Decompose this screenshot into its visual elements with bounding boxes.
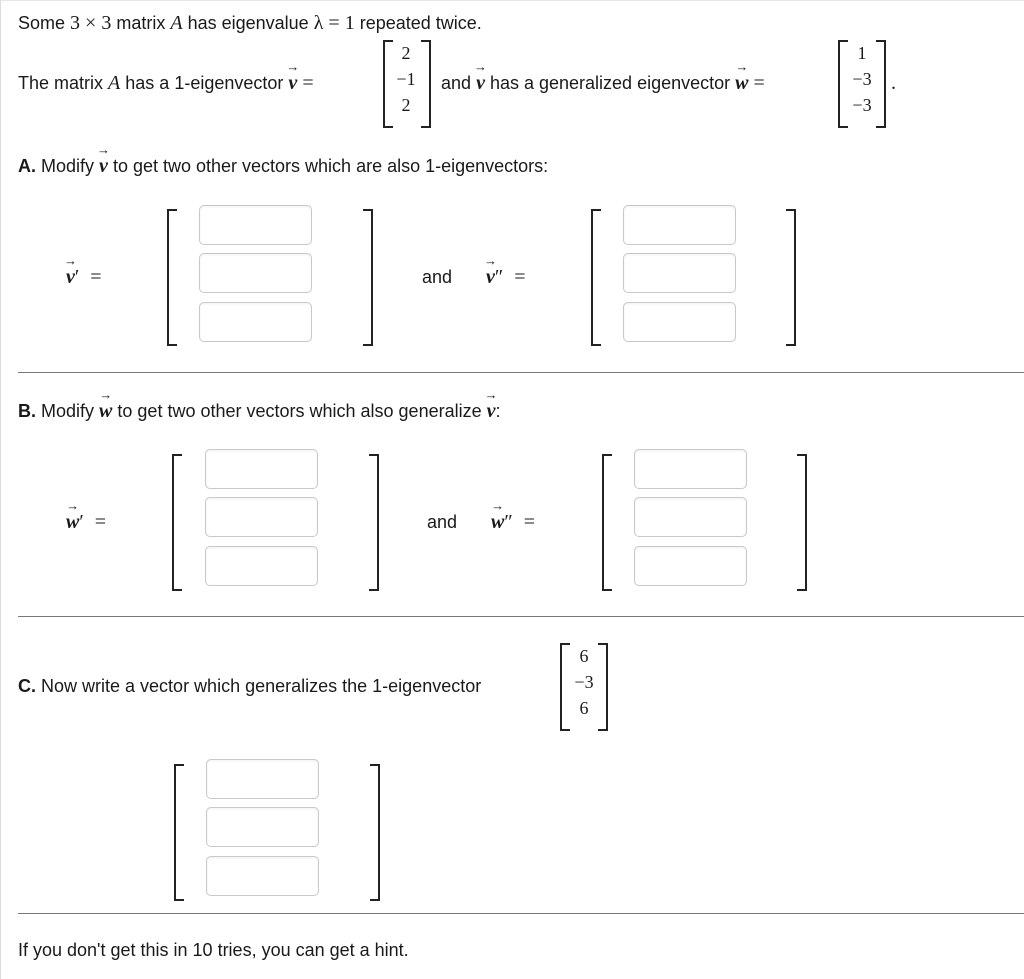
bracket-right	[876, 40, 886, 128]
bracket-right	[786, 209, 796, 346]
w-double-prime-entry-1[interactable]	[634, 449, 747, 489]
hint-text: If you don't get this in 10 tries, you can get a hint.	[18, 940, 409, 960]
bracket-left	[174, 764, 184, 901]
part-c-label: C.	[18, 676, 36, 696]
and-label: and	[427, 512, 458, 532]
bracket-right	[370, 764, 380, 901]
bracket-left	[602, 454, 612, 591]
vector-w-symbol: → w	[735, 72, 748, 95]
vector-entry: −1	[396, 69, 416, 89]
equals-sign: =	[90, 266, 102, 288]
intro-text: repeated twice.	[359, 13, 482, 33]
section-divider	[18, 372, 1024, 373]
vector-v-symbol: → v	[288, 72, 297, 95]
intro-line-2-cont	[441, 72, 765, 95]
bracket-left	[167, 209, 177, 346]
v-double-prime-entry-3[interactable]	[623, 302, 736, 342]
double-prime-mark: ″	[494, 266, 504, 288]
vector-entry: 6	[579, 646, 589, 666]
matrix-name: A	[170, 12, 183, 34]
generalized-entry-1[interactable]	[206, 759, 319, 799]
prompt-text: Now write a vector which generalizes the 1-eigenvector	[41, 676, 482, 696]
bracket-right	[797, 454, 807, 591]
vector-v-symbol: → v	[99, 155, 108, 178]
bracket-left	[172, 454, 182, 591]
part-a-label: A.	[18, 156, 36, 176]
prime-mark: ′	[74, 266, 80, 288]
v-double-prime-label	[486, 266, 526, 289]
vector-v-symbol: → v	[66, 266, 75, 289]
double-prime-mark: ″	[504, 511, 513, 533]
section-divider	[18, 616, 1024, 617]
bracket-left	[591, 209, 601, 346]
part-c-prompt	[18, 676, 481, 697]
intro-text: The matrix	[18, 73, 104, 93]
v-prime-entry-3[interactable]	[199, 302, 312, 342]
vector-entry: 2	[401, 43, 411, 63]
w-prime-entry-1[interactable]	[205, 449, 318, 489]
intro-text: has a generalized eigenvector	[489, 73, 731, 93]
v-double-prime-entry-1[interactable]	[623, 205, 736, 245]
intro-text: Some	[18, 13, 66, 33]
bracket-right	[369, 454, 379, 591]
intro-text: has eigenvalue	[187, 13, 309, 33]
vector-entry: 1	[857, 43, 867, 63]
part-b-label: B.	[18, 401, 36, 421]
vector-entry: −3	[852, 95, 872, 115]
vector-v-matrix	[389, 40, 423, 118]
prompt-text: to get two other vectors which are also 1-eigenvectors:	[112, 156, 549, 176]
prompt-text: Modify	[41, 156, 95, 176]
equals-sign: =	[514, 266, 526, 288]
part-a-prompt	[18, 155, 548, 178]
w-double-prime-entry-3[interactable]	[634, 546, 747, 586]
vector-v-symbol: → v	[476, 72, 485, 95]
equals-sign: =	[94, 511, 107, 533]
eigenvalue: λ = 1	[313, 12, 355, 34]
v-prime-label	[66, 266, 102, 289]
bracket-right	[598, 643, 608, 731]
w-prime-entry-2[interactable]	[205, 497, 318, 537]
vector-entry: −3	[574, 672, 594, 692]
equals-sign: =	[753, 72, 765, 94]
vector-v-symbol: → v	[486, 266, 495, 289]
prime-mark: ′	[79, 511, 84, 533]
prompt-text: Modify	[41, 401, 95, 421]
generalized-entry-3[interactable]	[206, 856, 319, 896]
matrix-name: A	[108, 72, 121, 94]
vector-entry: −3	[852, 69, 872, 89]
section-divider	[18, 913, 1024, 914]
vector-entry: 2	[401, 95, 411, 115]
part-b-prompt	[18, 400, 501, 423]
vector-w-matrix	[844, 40, 880, 118]
bracket-right	[363, 209, 373, 346]
w-double-prime-label	[491, 511, 535, 534]
prompt-text: to get two other vectors which also generalize	[117, 401, 482, 421]
intro-text: has a 1-eigenvector	[125, 73, 284, 93]
vector-entry: 6	[579, 698, 589, 718]
v-prime-entry-2[interactable]	[199, 253, 312, 293]
w-prime-label	[66, 511, 106, 534]
matrix-dimension: 3 × 3	[70, 12, 112, 34]
v-double-prime-entry-2[interactable]	[623, 253, 736, 293]
intro-text: matrix	[116, 13, 166, 33]
vector-w-symbol: → w	[99, 400, 112, 423]
intro-line-1	[18, 12, 482, 35]
v-prime-entry-1[interactable]	[199, 205, 312, 245]
vector-w-symbol: → w	[491, 511, 504, 534]
w-prime-entry-3[interactable]	[205, 546, 318, 586]
vector-w-symbol: → w	[66, 511, 79, 534]
equals-sign: =	[523, 511, 535, 533]
eigenvector-matrix	[566, 643, 602, 721]
period: .	[891, 72, 896, 94]
and-label: and	[422, 267, 453, 287]
generalized-entry-2[interactable]	[206, 807, 319, 847]
intro-line-2	[18, 72, 314, 95]
w-double-prime-entry-2[interactable]	[634, 497, 747, 537]
intro-text: and	[441, 73, 472, 93]
equals-sign: =	[302, 72, 314, 94]
bracket-right	[421, 40, 431, 128]
colon: :	[495, 401, 501, 421]
vector-v-symbol: → v	[487, 400, 496, 423]
